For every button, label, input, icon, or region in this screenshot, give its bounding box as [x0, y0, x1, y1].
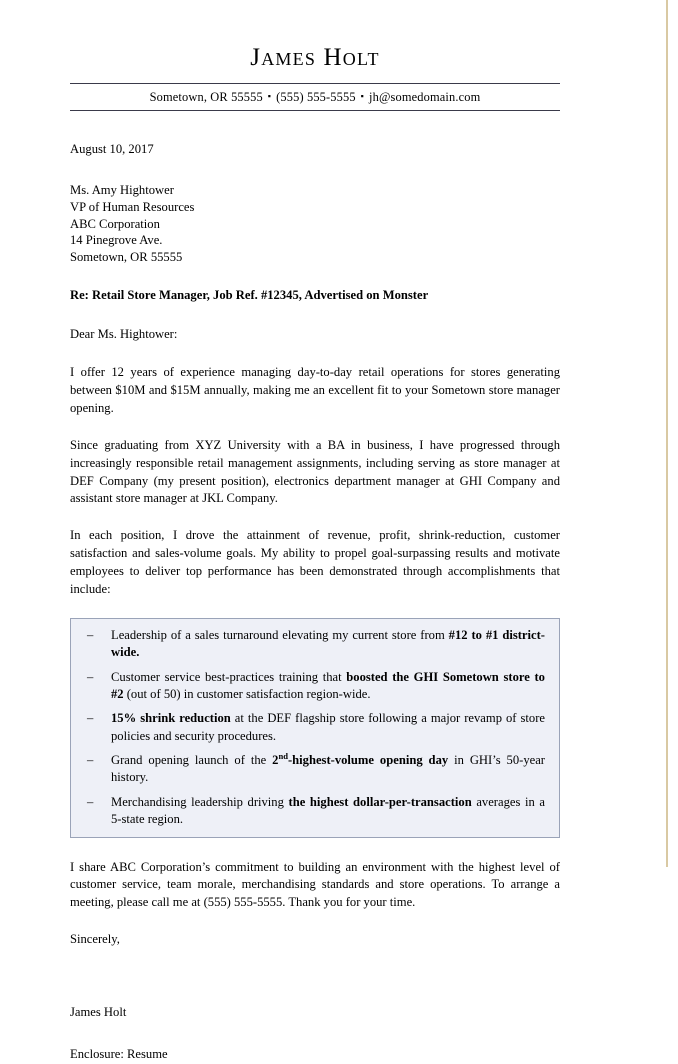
contact-separator-icon: ▪ [360, 90, 365, 101]
achievement-text: 15% shrink reduction at the DEF flagship store following a major revamp of store policies and security procedures. [111, 711, 546, 743]
recipient-title: VP of Human Resources [70, 199, 195, 214]
achievement-text: Leadership of a sales turnaround elevating my current store from #12 to #1 district-wide. [111, 627, 545, 660]
signature-name: James Holt [70, 1005, 127, 1020]
contact-email[interactable]: jh@somedomain.com [369, 89, 481, 104]
bullet-dash-icon: – [87, 794, 94, 809]
achievement-text: Merchandising leadership driving the highest dollar-per-transaction averages in a 5-state region. [111, 794, 545, 827]
recipient-city-state-zip: Sometown, OR 55555 [70, 249, 183, 264]
bullet-dash-icon: – [87, 711, 94, 726]
recipient-address-block [70, 182, 560, 265]
achievement-item [81, 627, 545, 662]
achievement-text: Customer service best-practices training that boosted the GHI Sometown store to #2 (out of 50) in customer satisfaction region-wide. [111, 669, 545, 701]
achievement-item [81, 752, 545, 787]
date-line: August 10, 2017 [70, 141, 154, 156]
achievements-highlight-box [70, 618, 560, 838]
achievement-item [81, 794, 545, 829]
achievement-item [81, 669, 545, 704]
body-paragraph-2: Since graduating from XYZ University with a BA in business, I have progressed through increasingly responsible retail management assignments, including serving as store manager at DEF Company (my present position), electronics department manager at GHI Company and assistant store manager at JKL Company. [70, 437, 560, 506]
closing-paragraph: I share ABC Corporation’s commitment to building an environment with the highest level of customer service, team morale, merchandising standards and store operations. To arrange a meeting, please call me at (555) 555-5555. Thank you for your time. [70, 859, 560, 910]
achievement-item [81, 710, 545, 745]
contact-separator-icon: ▪ [267, 90, 272, 101]
body-paragraph-1: I offer 12 years of experience managing day-to-day retail operations for stores generating between $10M and $15M annually, making me an excellent fit to your Sometown store manager opening. [70, 365, 560, 415]
recipient-street: 14 Pinegrove Ave. [70, 233, 163, 248]
subject-line: Re: Retail Store Manager, Job Ref. #12345, Advertised on Monster [70, 288, 429, 303]
bullet-dash-icon: – [87, 627, 94, 642]
bullet-dash-icon: – [87, 669, 94, 684]
achievements-list [81, 627, 545, 829]
contact-location: Sometown, OR 55555 [149, 89, 263, 104]
page-edge-rule [666, 0, 668, 867]
body-paragraph-3: In each position, I drove the attainment of revenue, profit, shrink-reduction, customer satisfaction and sales-volume goals. My ability to propel goal-surpassing results and motivate employees to deliver top performance has been demonstrated through accomplishments that include: [70, 528, 560, 596]
salutation: Dear Ms. Hightower: [70, 327, 178, 342]
contact-phone: (555) 555-5555 [276, 89, 356, 104]
achievement-text: Grand opening launch of the 2nd-highest-volume opening day in GHI’s 50-year history. [111, 750, 545, 785]
bullet-dash-icon: – [87, 753, 94, 768]
sign-off: Sincerely, [70, 932, 120, 947]
recipient-name: Ms. Amy Hightower [70, 183, 174, 198]
page-title: James Holt [250, 44, 380, 71]
contact-line [70, 84, 560, 110]
ordinal-suffix: nd [278, 750, 288, 761]
letter-body [70, 111, 560, 1064]
recipient-company: ABC Corporation [70, 216, 160, 231]
enclosure-line: Enclosure: Resume [70, 1046, 168, 1061]
letterhead [70, 0, 560, 111]
